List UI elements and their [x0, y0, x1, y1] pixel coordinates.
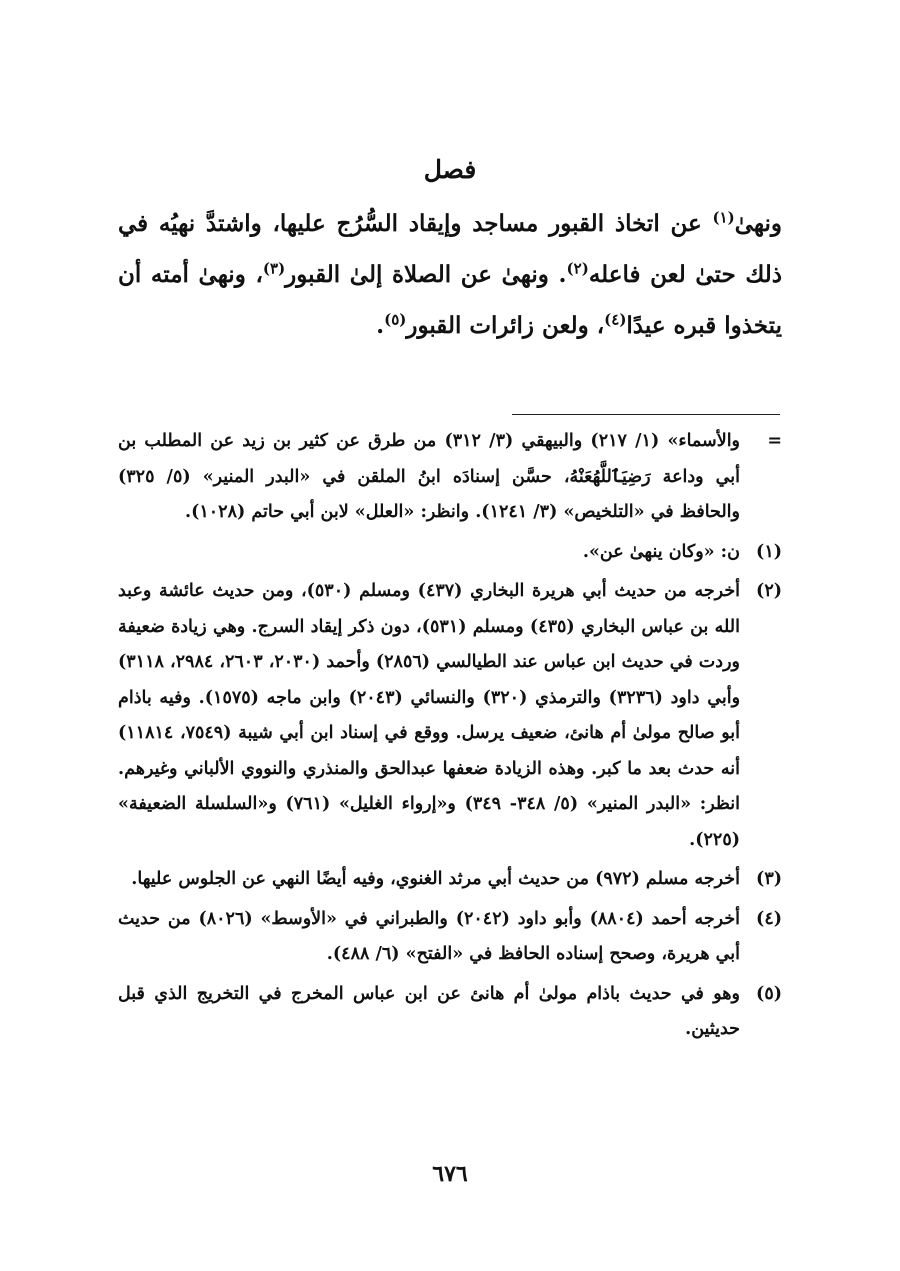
continuation-marker: = [767, 431, 782, 451]
page-number: ٦٧٦ [432, 1161, 468, 1187]
body-text-segment: . [376, 312, 385, 339]
footnote-text: أخرجه من حديث أبي هريرة البخاري (٤٣٧) ومسلم (٥٣٠)، ومن حديث عائشة وعبد الله بن عباس البخاري (٤٣٥) ومسلم (٥٣١)، دون ذكر إيقاد السرج. وهي زيادة ضعيفة وردت في حديث ابن عباس عند الطيالسي (٢٨٥٦) وأحمد (٢٠٣٠، ٢٦٠٣، ٢٩٨٤، ٣١١٨) وأبي داود (٣٢٣٦) والترمذي (٣٢٠) والنسائي (٢٠٤٣) وابن ماجه (١٥٧٥). وفيه باذام أبو صالح مولىٰ أم هانئ، ضعيف يرسل. ووقع في إسناد ابن أبي شيبة (٧٥٤٩، ١١٨١٤) أنه حدث بعد ما كبر. وهذه الزيادة ضعفها عبدالحق والمنذري والنووي الألباني وغيرهم. انظر: «البدر المنير» (٥/ ٣٤٨- ٣٤٩) و«إرواء الغليل» (٧٦١) و«السلسلة الضعيفة» (٢٢٥). [118, 581, 741, 850]
footnote-text: وهو في حديث باذام مولىٰ أم هانئ عن ابن عباس المخرج في التخريج الذي قبل حديثين. [118, 983, 740, 1039]
footnote-ref[interactable]: (٥) [384, 310, 407, 329]
footnote-marker: (٥) [756, 983, 782, 1004]
footnote-item [118, 902, 782, 973]
footnote-item [118, 862, 782, 898]
footnotes-section [118, 424, 782, 1052]
footnote-ref[interactable]: (٤) [604, 310, 627, 329]
body-text-segment: عن اتخاذ القبور مساجد وإيقاد السُّرُج عليها، واشتدَّ نهيُه في ذلك حتىٰ لعن فاعله [118, 210, 782, 288]
footnote-marker: (٣) [756, 869, 782, 889]
footnote-marker: (٢) [756, 581, 782, 601]
footnote-ref[interactable]: (٣) [262, 259, 286, 278]
footnote-ref[interactable]: (٢) [566, 259, 589, 278]
footnote-continuation [118, 424, 782, 531]
body-text-segment: ، ولعن زائرات القبور [406, 312, 605, 339]
footnote-item [118, 574, 782, 858]
footnote-marker: (٤) [756, 908, 782, 929]
section-title: فصل [423, 155, 477, 184]
footnote-item [118, 977, 782, 1048]
main-text-block [118, 150, 782, 351]
footnote-ref[interactable]: (١) [712, 208, 735, 227]
footnote-separator [512, 414, 780, 415]
body-text-segment: . ونهىٰ عن الصلاة إلىٰ القبور [285, 261, 567, 288]
body-paragraph [118, 198, 782, 351]
body-text-segment: ونهىٰ [734, 210, 782, 237]
footnote-text: أخرجه أحمد (٨٨٠٤) وأبو داود (٢٠٤٢) والطبراني في «الأوسط» (٨٠٢٦) من حديث أبي هريرة، وصحح إسناده الحافظ في «الفتح» (٦/ ٤٨٨). [118, 908, 740, 964]
body-text-segment: ، ونهىٰ أمته أن يتخذوا قبره عيدًا [118, 261, 782, 339]
footnote-text: أخرجه مسلم (٩٧٢) من حديث أبي مرثد الغنوي، وفيه أيضًا النهي عن الجلوس عليها. [131, 869, 740, 889]
footnote-marker: (١) [756, 541, 782, 562]
footnote-text: والأسماء» (١/ ٢١٧) والبيهقي (٣/ ٣١٢) من طرق عن كثير بن زيد عن المطلب بن أبي وداعة رَضِيَٱللَّهُعَنْهُ، حسَّن إسنادَه ابنُ الملقن في «البدر المنير» (٥/ ٣٢٥) والحافظ في «التلخيص» (٣/ ١٢٤١). وانظر: «العلل» لابن أبي حاتم (١٠٢٨). [118, 431, 741, 522]
footnote-text: ن: «وكان ينهىٰ عن». [582, 541, 740, 562]
footnote-item [118, 535, 782, 571]
